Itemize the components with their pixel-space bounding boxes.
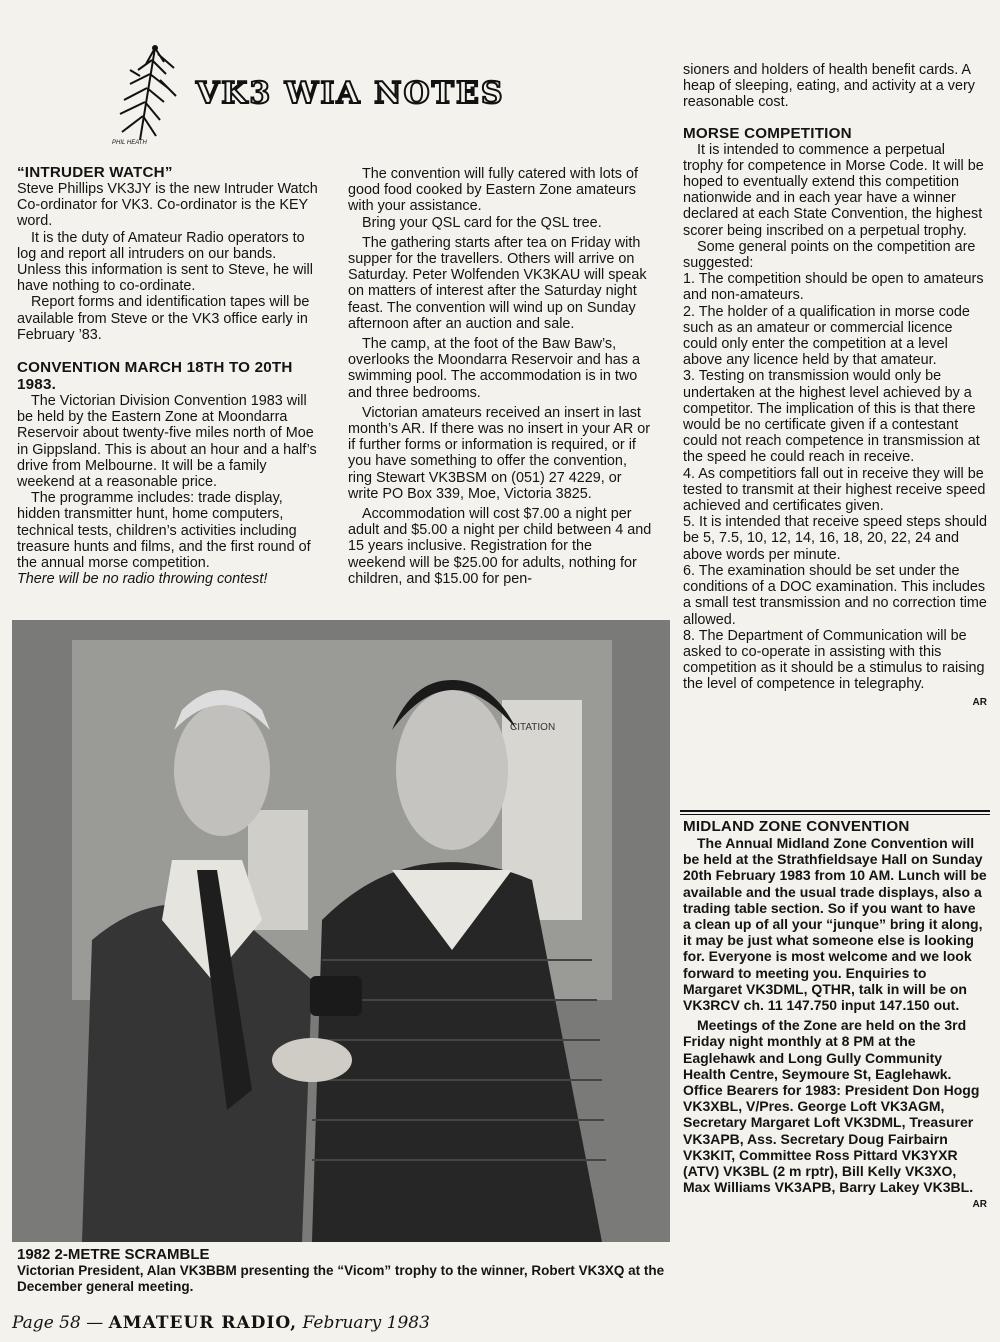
list-item: 4. As competitiors fall out in receive they will be tested to transmit at their highest receive speed achieved and certificates given.: [683, 465, 986, 515]
convention-heading: CONVENTION MARCH 18TH TO 20TH 1983.: [17, 359, 293, 394]
page-footer: [12, 1313, 430, 1333]
magazine-name: AMATEUR RADIO,: [108, 1313, 298, 1333]
paragraph: The programme includes: trade display, hidden transmitter hunt, home computers, technical tests, children’s activities including treasure hunts and films, and the first round of the annual morse competition.: [17, 490, 311, 572]
end-mark: AR: [972, 1199, 987, 1211]
header-banner: [100, 40, 520, 150]
morse-competition-heading: MORSE COMPETITION: [683, 124, 852, 142]
trophy-photo: [12, 620, 670, 1242]
paragraph: The gathering starts after tea on Friday with supper for the travellers. Others will arrive on Saturday. Peter Wolfenden VK3KAU will speak on matters of interest after the Saturday night feast. The convention will wind up on Sunday afternoon after an auction and sale.: [348, 234, 647, 332]
list-item: 2. The holder of a qualification in morse code such as an amateur or commercial licence could only enter the competition at a level above any licence held by that amateur.: [683, 303, 970, 369]
paragraph: Report forms and identification tapes will be available from Steve or the VK3 office early in February ’83.: [17, 294, 310, 343]
poster-text: CITATION: [510, 722, 556, 733]
flag-antenna-illustration: [100, 40, 210, 150]
paragraph: The Victorian Division Convention 1983 will be held by the Eastern Zone at Moondarra Reservoir about twenty-five miles north of Moe in Gippsland. This is about an hour and a half’s drive from Melbourne. It will be a family weekend at a reasonable price.: [17, 393, 317, 491]
caption-text: Victorian President, Alan VK3BBM presenting the “Vicom” trophy to the winner, Robert VK3XQ at the December general meeting.: [17, 1263, 665, 1294]
photo-scene: [12, 620, 670, 1242]
paragraph: The camp, at the foot of the Baw Baw’s, overlooks the Moondarra Reservoir and has a swimming pool. The accommodation is in two and three bedrooms.: [348, 336, 640, 401]
list-item: 8. The Department of Communication will be asked to co-operate in assisting with this competition as it should be a stimulus to raising the level of competence in telegraphy.: [683, 627, 985, 693]
intruder-watch-heading: “INTRUDER WATCH”: [17, 164, 173, 181]
paragraph: Some general points on the competition are suggested:: [683, 238, 976, 272]
paragraph: The Annual Midland Zone Convention will be held at the Strathfieldsaye Hall on Sunday 20th February 1983 from 10 AM. Lunch will be available and the usual trade displays, also a trading table section. So if you want to have a clean up of all your “junque” bring it along, it may be just what someone else is looking for. Everyone is most welcome and we look forward to meeting you. Enquiries to Margaret VK3DML, QTHR, talk in will be on VK3RCV ch. 11 147.750 input 147.150 out.: [683, 835, 987, 1014]
issue-date: February 1983: [297, 1313, 430, 1333]
photo-caption: [17, 1246, 667, 1294]
paragraph: The convention will fully catered with lots of good food cooked by Eastern Zone amateurs with your assistance.: [348, 166, 638, 215]
page-title: VK3 WIA NOTES: [196, 76, 505, 111]
list-item: 1. The competition should be open to amateurs and non-amateurs.: [683, 271, 984, 304]
paragraph: sioners and holders of health benefit cards. A heap of sleeping, eating, and activity at a very reasonable cost.: [683, 62, 975, 111]
paragraph: Steve Phillips VK3JY is the new Intruder Watch Co-ordinator for VK3. Co-ordinator is the KEY word.: [17, 181, 318, 230]
column-1: [17, 164, 321, 587]
list-item: 5. It is intended that receive speed steps should be 5, 7.5, 10, 12, 14, 16, 18, 20, 22, 24 and above words per minute.: [683, 514, 987, 563]
artist-signature: PHIL HEATH: [112, 140, 147, 146]
paragraph: It is the duty of Amateur Radio operators to log and report all intruders on our bands. Unless this information is sent to Steve, he will have nothing to co-ordinate.: [17, 229, 313, 295]
list-item: 3. Testing on transmission would only be undertaken at the highest level achieved by a competitor. The implication of this is that there would be no certificate given if a contestant could not reach competence in transmission at the speed he could reach in receive.: [683, 368, 980, 466]
column-3: [683, 62, 987, 711]
paragraph: It is intended to commence a perpetual trophy for competence in Morse Code. It will be hoped to eventually extend this competition nationwide and in each year have a winner declared at each State Convention, the highest scorer being inscribed on a perpetual trophy.: [683, 141, 984, 239]
paragraph: Accommodation will cost $7.00 a night per adult and $5.00 a night per child between 4 and 15 years inclusive. Registration for the weekend will be $25.00 for adults, nothing for children, and $15.00 for pen-: [348, 506, 652, 587]
midland-zone-section: [683, 818, 987, 1214]
caption-title: 1982 2-METRE SCRAMBLE: [17, 1246, 210, 1263]
page-number: Page 58 —: [12, 1313, 109, 1333]
no-radio-throwing-note: There will be no radio throwing contest!: [17, 571, 268, 588]
midland-heading: MIDLAND ZONE CONVENTION: [683, 818, 910, 835]
list-item: 6. The examination should be set under the conditions of a DOC examination. This includes a small test transmission and no correction time allowed.: [683, 562, 987, 628]
paragraph: Meetings of the Zone are held on the 3rd Friday night monthly at 8 PM at the Eaglehawk and Long Gully Community Health Centre, Seymoure St, Eaglehawk. Office Bearers for 1983: President Don Hogg VK3XBL, V/Pres. George Loft VK3AGM, Secretary Margaret Loft VK3DML, Treasurer VK3APB, Ass. Secretary Doug Fairbairn VK3KIT, Committee Ross Pittard VK3YXR (ATV) VK3BL (2 m rptr), Bill Kelly VK3XO, Max Williams VK3APB, Barry Lakey VK3BL.: [683, 1017, 980, 1196]
paragraph: Bring your QSL card for the QSL tree.: [362, 214, 602, 231]
column-2: [348, 166, 652, 587]
paragraph: Victorian amateurs received an insert in last month’s AR. If there was no insert in your AR or if further forms or information is required, or if you have something to offer the convention, ring Stewart VK3BSM on (051) 27 4229, or write PO Box 339, Moe, Victoria 3825.: [348, 404, 651, 502]
end-mark: AR: [972, 696, 987, 708]
section-divider: [680, 810, 990, 815]
